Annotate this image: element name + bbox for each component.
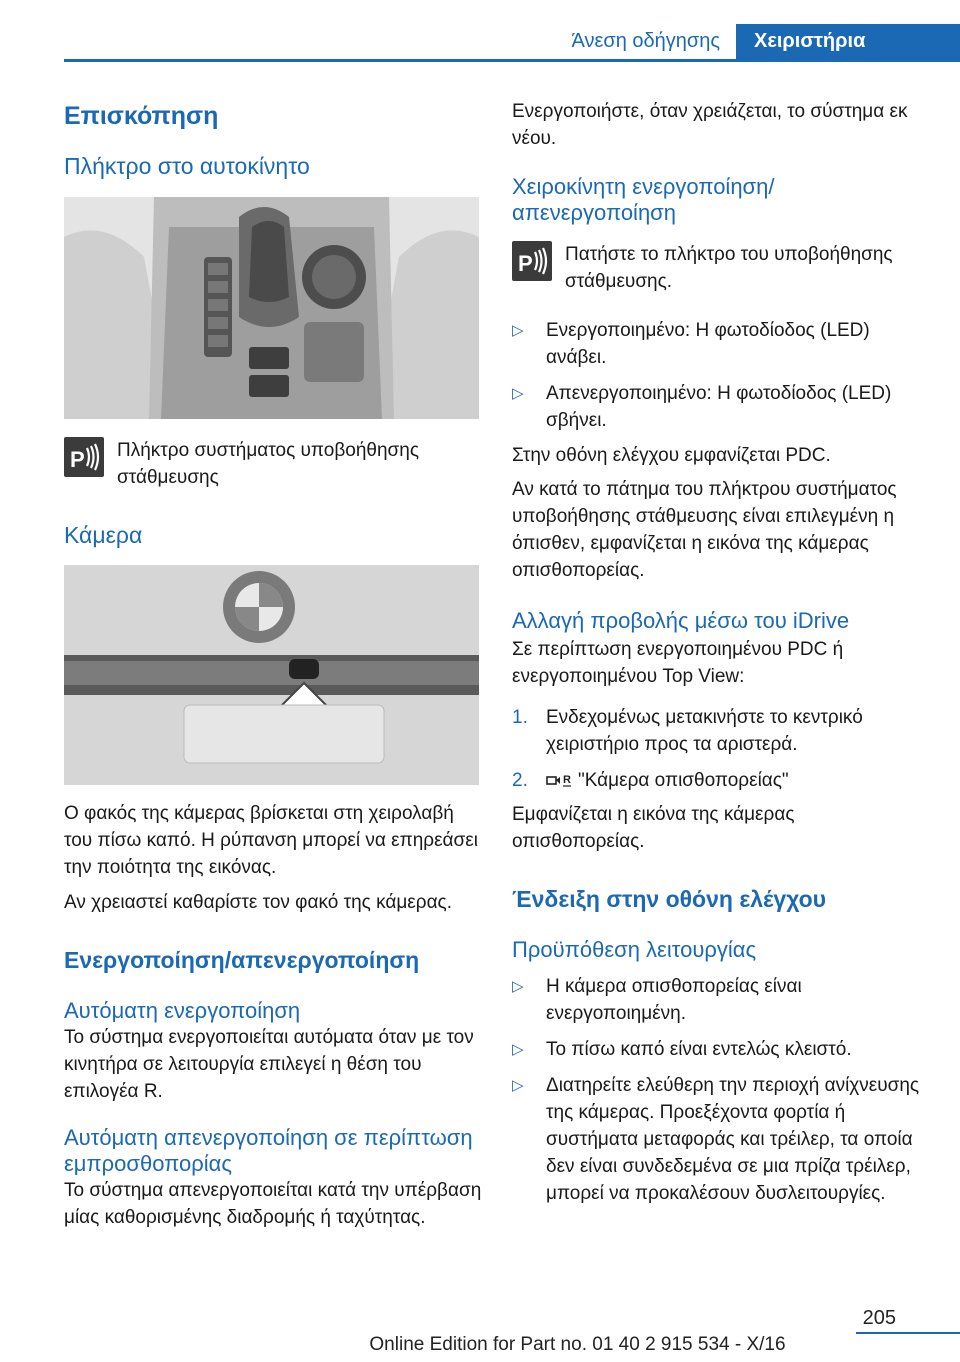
rear-camera-menu-icon <box>546 771 572 791</box>
right-column <box>512 98 930 1216</box>
page-number: 205 <box>862 1307 896 1329</box>
left-column <box>64 92 484 1231</box>
paragraph-pdc-shown: Στην οθόνη ελέγχου εμφανίζεται PDC. <box>512 445 831 466</box>
paragraph-reactivate: Ενεργοποιήστε, όταν χρειάζεται, το σύστημα εκ νέου. <box>512 101 908 149</box>
camera-photo <box>64 565 479 785</box>
heading-camera: Κάμερα <box>64 522 143 548</box>
list-item: 2. R "Κάμερα οπισθοπορείας" <box>512 767 930 794</box>
svg-text:P: P <box>70 447 85 472</box>
list-item: 1. Ενδεχομένως μετακινήστε το κεντρικό χειριστήριο προς τα αριστερά. <box>512 704 930 758</box>
paragraph-lens-location: Ο φακός της κάμερας βρίσκεται στη χειρολαβή του πίσω καπό. Η ρύπανση μπορεί να επηρεάσει την ποιότητα της εικόνας. <box>64 803 478 878</box>
list-item: ▷ Διατηρείτε ελεύθερη την περιοχή ανίχνευσης της κάμερας. Προεξέχοντα φορτία ή συστήματα μεταφοράς και τρέιλερ, τα οποία δεν είναι συνδεδεμένα σε μια πρίζα τρέιλερ, μπορεί να προκαλέσουν δυσλειτουργίες. <box>512 1072 930 1207</box>
paragraph-reverse-gear: Αν κατά το πάτημα του πλήκτρου συστήματος υποβοήθησης στάθμευσης είναι επιλεγμένη η όπισθεν, εμφανίζεται η εικόνα της κάμερας οπισθοπορείας. <box>512 479 897 581</box>
svg-text:P: P <box>518 251 533 276</box>
header-chapter-tab: Χειριστήρια <box>736 24 960 62</box>
list-item: ▷ Η κάμερα οπισθοπορείας είναι ενεργοποιημένη. <box>512 973 930 1027</box>
list-item: ▷ Ενεργοποιημένο: Η φωτοδίοδος (LED) ανάβει. <box>512 317 930 371</box>
heading-auto-activation: Αυτόματη ενεργοποίηση <box>64 998 301 1023</box>
idrive-steps-list <box>512 704 930 794</box>
parking-assist-caption <box>64 437 484 491</box>
prerequisite-list <box>512 973 930 1207</box>
heading-prerequisites: Προϋπόθεση λειτουργίας <box>512 937 757 962</box>
parking-sensor-icon <box>64 437 104 477</box>
parking-assist-caption-text: Πλήκτρο συστήματος υποβοήθησης στάθμευσης <box>117 440 419 488</box>
page-header <box>0 0 960 62</box>
paragraph-auto-activation: Το σύστημα ενεργοποιείται αυτόματα όταν με τον κινητήρα σε λειτουργία επιλεγεί η θέση του επιλογέα R. <box>64 1027 474 1102</box>
header-section-title: Άνεση οδήγησης <box>571 30 720 52</box>
triangle-marker-icon: ▷ <box>512 322 524 339</box>
rear-camera-illustration <box>64 565 479 785</box>
paragraph-idrive-condition: Σε περίπτωση ενεργοποιημένου PDC ή ενεργοποιημένου Top View: <box>512 639 844 687</box>
triangle-marker-icon: ▷ <box>512 385 524 402</box>
heading-overview: Επισκόπηση <box>64 102 219 130</box>
heading-manual-activation: Χειροκίνητη ενεργοποίηση/απενεργοποίηση <box>512 174 775 225</box>
step-number: 1. <box>512 707 528 728</box>
paragraph-clean-lens: Αν χρειαστεί καθαρίστε τον φακό της κάμερας. <box>64 892 452 913</box>
heading-idrive-view: Αλλαγή προβολής μέσω του iDrive <box>512 608 850 633</box>
manual-activation-instruction <box>512 241 930 295</box>
manual-activation-text: Πατήστε το πλήκτρο του υποβοήθησης στάθμευσης. <box>565 244 893 292</box>
led-state-list <box>512 317 930 434</box>
triangle-marker-icon: ▷ <box>512 1077 524 1094</box>
paragraph-auto-deactivation: Το σύστημα απενεργοποιείται κατά την υπέρβαση μίας καθορισμένης διαδρομής ή ταχύτητας. <box>64 1180 482 1228</box>
triangle-marker-icon: ▷ <box>512 978 524 995</box>
heading-button-in-car: Πλήκτρο στο αυτοκίνητο <box>64 153 310 179</box>
paragraph-camera-image: Εμφανίζεται η εικόνα της κάμερας οπισθοπορείας. <box>512 804 795 852</box>
step-number: 2. <box>512 770 528 791</box>
parking-sensor-icon <box>512 241 552 281</box>
heading-activation: Ενεργοποίηση/απενεργοποίηση <box>64 947 420 973</box>
list-item: ▷ Απενεργοποιημένο: Η φωτοδίοδος (LED) σβήνει. <box>512 380 930 434</box>
heading-control-display: Ένδειξη στην οθόνη ελέγχου <box>512 886 827 912</box>
list-item: ▷ Το πίσω καπό είναι εντελώς κλειστό. <box>512 1036 930 1063</box>
svg-text:R: R <box>563 773 571 786</box>
center-console-illustration <box>64 197 479 419</box>
heading-auto-deactivation: Αυτόματη απενεργοποίηση σε περίπτωση εμπροσθοπορίας <box>64 1125 473 1176</box>
triangle-marker-icon: ▷ <box>512 1041 524 1058</box>
footer-edition: Online Edition for Part no. 01 40 2 915 534 - X/16 <box>369 1334 786 1355</box>
header-rule <box>64 59 960 62</box>
console-photo <box>64 197 479 419</box>
